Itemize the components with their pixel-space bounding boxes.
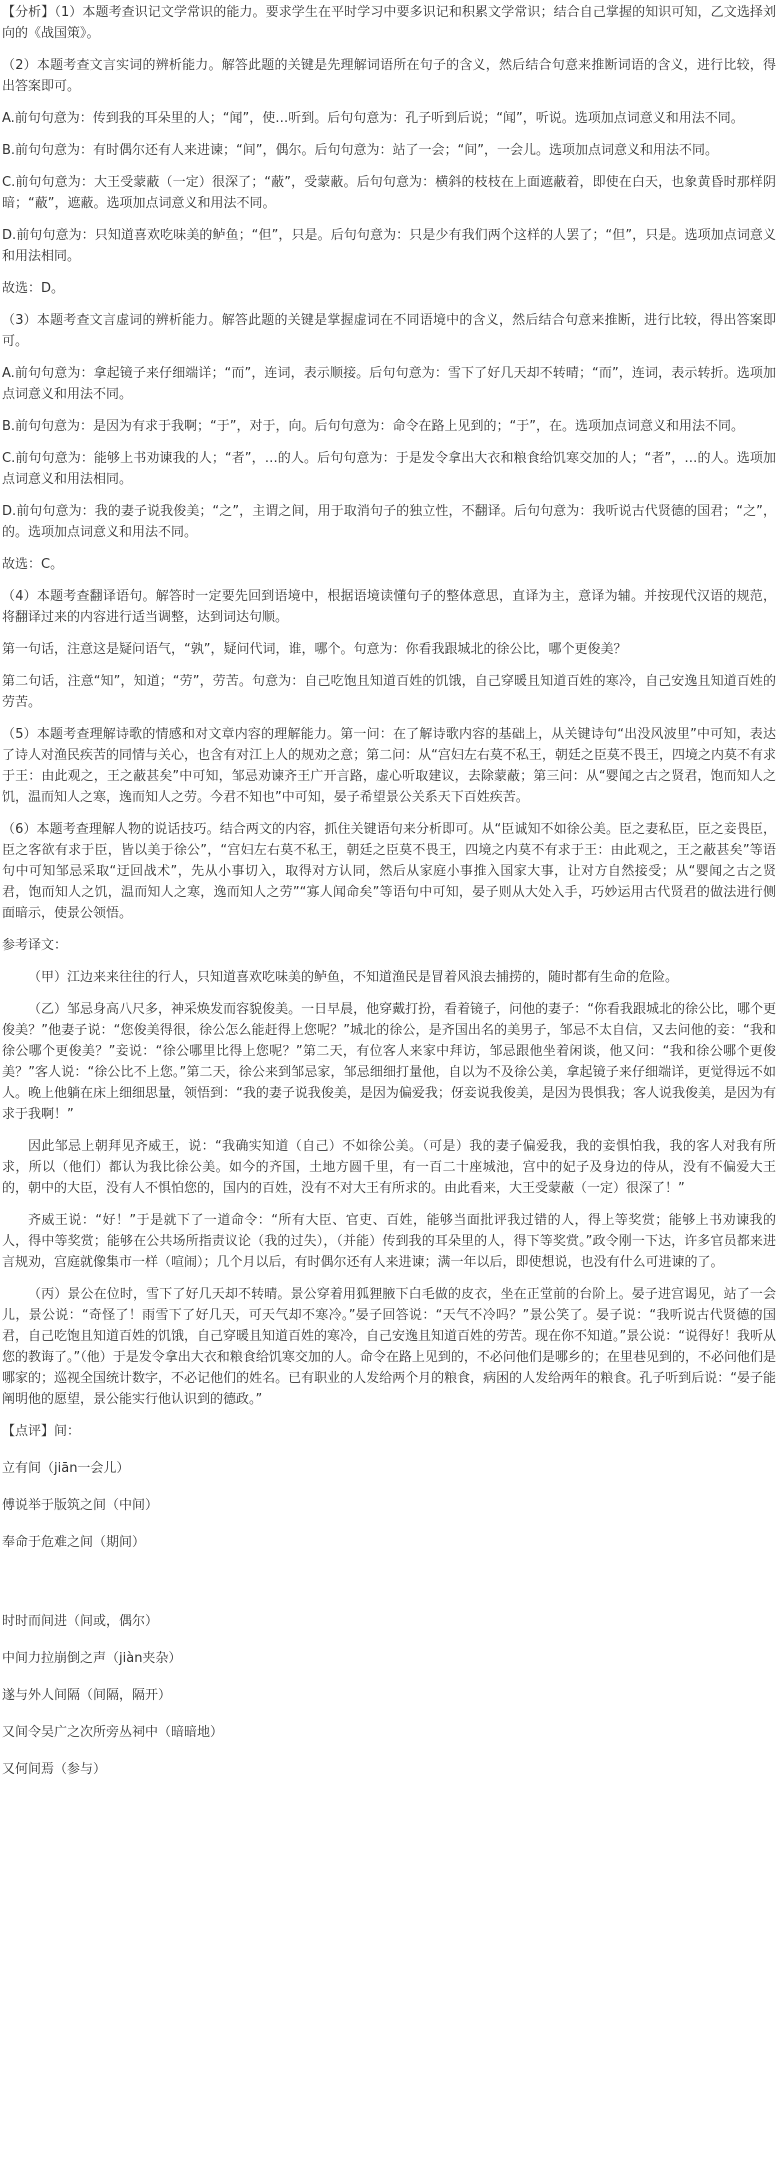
commentary-heading: 【点评】间： bbox=[2, 1424, 81, 1439]
analysis-intro: 【分析】（1）本题考查识记文学常识的能力。要求学生在平时学习中要多识记和积累文学常识；结合自己掌握的知识可知，乙文选择刘向的《战国策》。 bbox=[2, 5, 776, 41]
translation-sentence-1: 第一句话，注意这是疑问语气，“孰”，疑问代词，谁，哪个。句意为：你看我跟城北的徐公比，哪个更俊美？ bbox=[2, 642, 627, 657]
option-a: A.前句句意为：传到我的耳朵里的人；“闻”，使…听到。后句句意为：孔子听到后说；“闻”，听说。选项加点词意义和用法不同。 bbox=[2, 111, 744, 126]
reference-translation-heading: 参考译文： bbox=[2, 938, 68, 953]
commentary-item: 奉命于危难之间（期间） bbox=[2, 1535, 146, 1550]
commentary-item: 傅说举于版筑之间（中间） bbox=[2, 1498, 159, 1513]
translation-jia: （甲）江边来来往往的行人，只知道喜欢吃味美的鲈鱼，不知道渔民是冒着风浪去捕捞的，随时都有生命的危险。 bbox=[28, 970, 679, 985]
option-b: B.前句句意为：是因为有求于我啊；“于”，对于，向。后句句意为：命令在路上见到的；“于”，在。选项加点词意义和用法不同。 bbox=[2, 419, 744, 434]
analysis-part-3: （3）本题考查文言虚词的辨析能力。解答此题的关键是掌握虚词在不同语境中的含义，然后结合句意来推断，进行比较，得出答案即可。 bbox=[2, 313, 776, 349]
option-d: D.前句句意为：只知道喜欢吃味美的鲈鱼；“但”，只是。后句句意为：只是少有我们两个这样的人罢了；“但”，只是。选项加点词意义和用法相同。 bbox=[2, 228, 776, 264]
commentary-item: 又间令吴广之次所旁丛祠中（暗暗地） bbox=[2, 1725, 224, 1740]
commentary-item: 又何间焉（参与） bbox=[2, 1762, 107, 1777]
option-c: C.前句句意为：能够上书劝谏我的人；“者”，…的人。后句句意为：于是发令拿出大衣和粮食给饥寒交加的人；“者”，…的人。选项加点词意义和用法相同。 bbox=[2, 451, 776, 487]
translation-yi-ending: 齐威王说：“好！”于是就下了一道命令：“所有大臣、官吏、百姓，能够当面批评我过错的人，得上等奖赏；能够上书劝谏我的人，得中等奖赏；能够在公共场所指责议论（我的过失），（并能）传到我的耳朵里的人，得下等奖赏。”政令刚一下达，许多官员都来进言规劝，宫庭就像集市一样（喧闹）；几个月以后，有时偶尔还有人来进谏；满一年以后，即使想说，也没有什么可进谏的了。 bbox=[2, 1213, 776, 1270]
analysis-part-5: （5）本题考查理解诗歌的情感和对文章内容的理解能力。第一问：在了解诗歌内容的基础上，从关键诗句“出没风波里”中可知，表达了诗人对渔民疾苦的同情与关心，也含有对江上人的规劝之意；第二问：从“宫妇左右莫不私王，朝廷之臣莫不畏王，四境之内莫不有求于王：由此观之，王之蔽甚矣”中可知，邹忌劝谏齐王广开言路，虚心听取建议，去除蒙蔽；第三问：从“婴闻之古之贤君，饱而知人之饥，温而知人之寒，逸而知人之劳。今君不知也”中可知，晏子希望景公关系天下百姓疾苦。 bbox=[2, 727, 776, 805]
analysis-part-6: （6）本题考查理解人物的说话技巧。结合两文的内容，抓住关键语句来分析即可。从“臣诚知不如徐公美。臣之妻私臣，臣之妾畏臣，臣之客欲有求于臣，皆以美于徐公”，“宫妇左右莫不私王，朝廷之臣莫不畏王，四境之内莫不有求于王：由此观之，王之蔽甚矣”等语句中可知邹忌采取“迂回战术”，先从小事切入，取得对方认同，然后从家庭小事推入国家大事，让对方自然接受；从“婴闻之古之贤君，饱而知人之饥，温而知人之寒，逸而知人之劳”“寡人闻命矣”等语句中可知，晏子则从大处入手，巧妙运用古代贤君的做法进行侧面暗示，使景公领悟。 bbox=[2, 822, 776, 921]
option-d: D.前句句意为：我的妻子说我俊美；“之”，主谓之间，用于取消句子的独立性，不翻译。后句句意为：我听说古代贤德的国君；“之”，的。选项加点词意义和用法不同。 bbox=[2, 504, 776, 540]
translation-bing: （丙）景公在位时，雪下了好几天却不转晴。景公穿着用狐狸腋下白毛做的皮衣，坐在正堂前的台阶上。晏子进宫谒见，站了一会儿，景公说：“奇怪了！雨雪下了好几天，可天气却不寒冷。”晏子回答说：“天气不冷吗？”景公笑了。晏子说：“我听说古代贤德的国君，自己吃饱且知道百姓的饥饿，自己穿暖且知道百姓的寒冷，自己安逸且知道百姓的劳苦。现在你不知道。”景公说：“说得好！我听从您的教诲了。”（他）于是发令拿出大衣和粮食给饥寒交加的人。命令在路上见到的，不必问他们是哪乡的；在里巷见到的，不必问他们是哪家的；巡视全国统计数字，不必记他们的姓名。已有职业的人发给两个月的粮食，病困的人发给两年的粮食。孔子听到后说：“晏子能阐明他的愿望，景公能实行他认识到的德政。” bbox=[2, 1287, 776, 1407]
option-a: A.前句句意为：拿起镜子来仔细端详；“而”，连词，表示顺接。后句句意为：雪下了好几天却不转晴；“而”，连词，表示转折。选项加点词意义和用法不同。 bbox=[2, 366, 776, 402]
option-c: C.前句句意为：大王受蒙蔽（一定）很深了；“蔽”，受蒙蔽。后句句意为：横斜的枝枝在上面遮蔽着，即使在白天，也象黄昏时那样阴暗；“蔽”，遮蔽。选项加点词意义和用法不同。 bbox=[2, 175, 776, 211]
spacer bbox=[2, 1590, 776, 1611]
translation-yi-continued: 因此邹忌上朝拜见齐威王，说：“我确实知道（自己）不如徐公美。（可是）我的妻子偏爱我，我的妾惧怕我，我的客人对我有所求，所以（他们）都认为我比徐公美。如今的齐国，土地方圆千里，有一百二十座城池，宫中的妃子及身边的侍从，没有不偏爱大王的，朝中的大臣，没有人不惧怕您的，国内的百姓，没有不对大王有所求的。由此看来，大王受蒙蔽（一定）很深了！” bbox=[2, 1139, 776, 1196]
commentary-item: 立有间（jiān一会儿） bbox=[2, 1461, 130, 1476]
answer-3: 故选：C。 bbox=[2, 557, 64, 572]
commentary-item: 遂与外人间隔（间隔，隔开） bbox=[2, 1688, 172, 1703]
analysis-part-2: （2）本题考查文言实词的辨析能力。解答此题的关键是先理解词语所在句子的含义，然后结合句意来推断词语的含义，进行比较，得出答案即可。 bbox=[2, 58, 776, 94]
commentary-item: 中间力拉崩倒之声（jiàn夹杂） bbox=[2, 1651, 182, 1666]
option-b: B.前句句意为：有时偶尔还有人来进谏；“间”，偶尔。后句句意为：站了一会；“间”，一会儿。选项加点词意义和用法不同。 bbox=[2, 143, 718, 158]
spacer bbox=[2, 1569, 776, 1590]
translation-yi: （乙）邹忌身高八尺多，神采焕发而容貌俊美。一日早晨，他穿戴打扮，看着镜子，问他的妻子：“你看我跟城北的徐公比，哪个更俊美？”他妻子说：“您俊美得很，徐公怎么能赶得上您呢？”城北的徐公，是齐国出名的美男子，邹忌不太自信，又去问他的妾：“我和徐公哪个更俊美？”妾说：“徐公哪里比得上您呢？”第二天，有位客人来家中拜访，邹忌跟他坐着闲谈，他又问：“我和徐公哪个更俊美？”客人说：“徐公比不上您。”第二天，徐公来到邹忌家，邹忌细细打量他，自以为不及徐公美，拿起镜子来仔细端详，更觉得远不如人。晚上他躺在床上细细思量，领悟到：“我的妻子说我俊美，是因为偏爱我；伢妾说我俊美，是因为畏惧我；客人说我俊美，是因为有求于我啊！” bbox=[2, 1002, 776, 1122]
commentary-item: 时时而间进（间或，偶尔） bbox=[2, 1614, 159, 1629]
answer-2: 故选：D。 bbox=[2, 281, 65, 296]
analysis-part-4: （4）本题考查翻译语句。解答时一定要先回到语境中，根据语境读懂句子的整体意思，直译为主，意译为辅。并按现代汉语的规范，将翻译过来的内容进行适当调整，达到词达句顺。 bbox=[2, 589, 776, 625]
translation-sentence-2: 第二句话，注意“知”，知道；“劳”，劳苦。句意为：自己吃饱且知道百姓的饥饿，自己穿暖且知道百姓的寒冷，自己安逸且知道百姓的劳苦。 bbox=[2, 674, 776, 710]
